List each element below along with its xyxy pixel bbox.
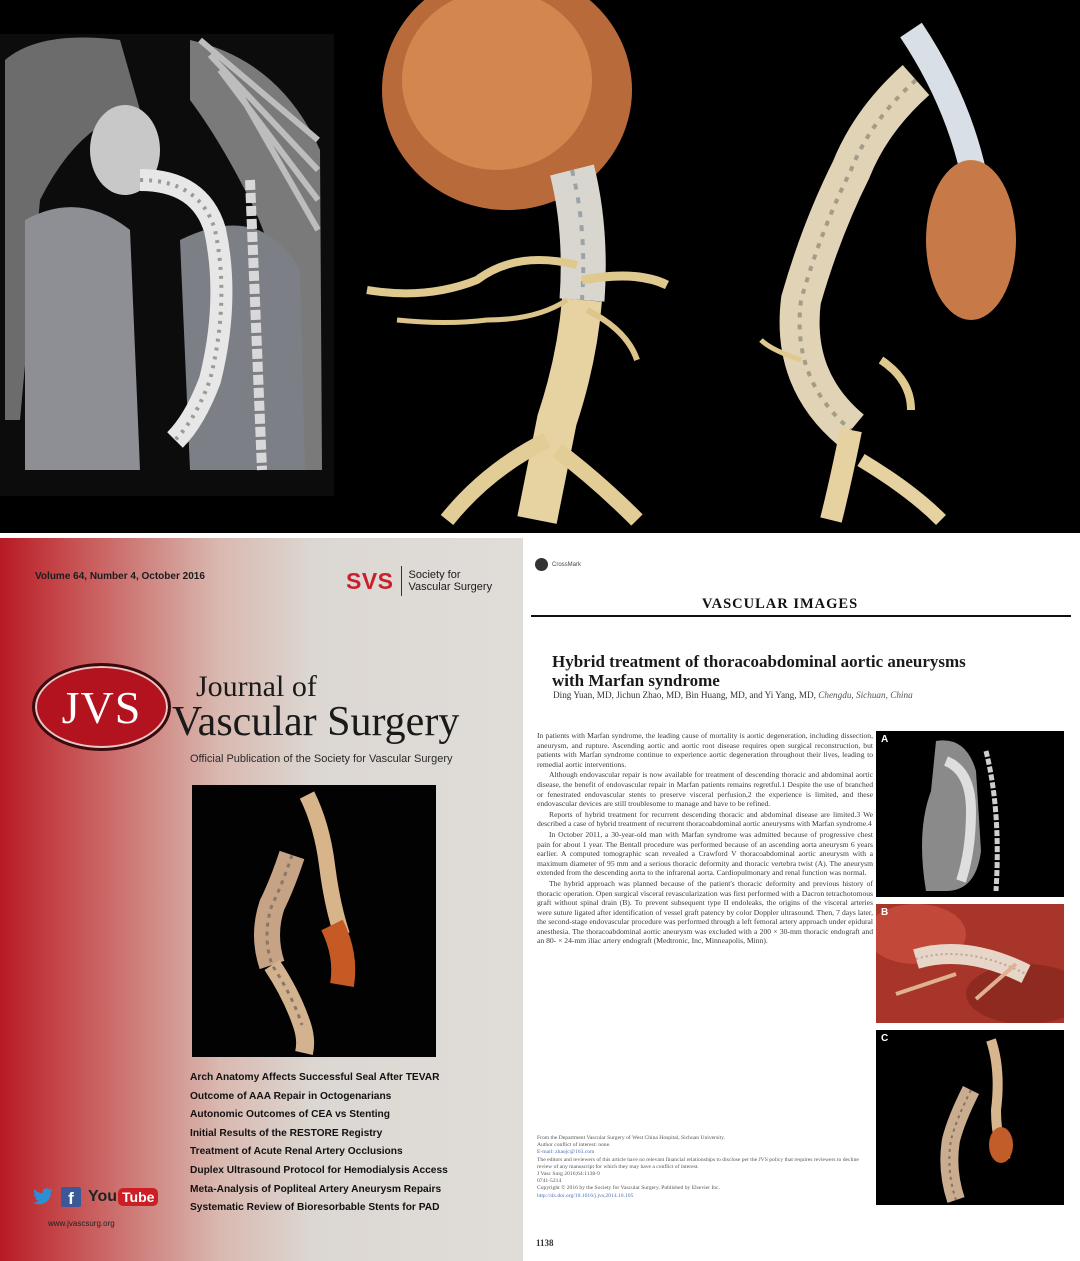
headline: Meta-Analysis of Popliteal Artery Aneurysm Repairs <box>190 1183 442 1195</box>
society-name-line1: Society for <box>408 569 461 581</box>
crossmark-badge <box>535 558 581 571</box>
figure-c-3d <box>876 1030 1064 1205</box>
footnote-email[interactable]: E-mail: zhaojc@163.com <box>537 1149 595 1156</box>
article-body <box>537 731 873 947</box>
youtube-you: You <box>88 1188 118 1205</box>
svs-logo <box>346 566 492 596</box>
youtube-icon <box>88 1188 158 1206</box>
social-icons <box>32 1187 158 1207</box>
footnote-doi-link[interactable]: http://dx.doi.org/10.1016/j.jvs.2014.10.105 <box>537 1192 634 1199</box>
society-name <box>409 569 493 593</box>
footnote: Author conflict of interest: none. <box>537 1142 611 1149</box>
facebook-icon: f <box>61 1187 81 1207</box>
cover-headlines <box>190 1072 448 1221</box>
footnote: J Vasc Surg 2016;64:1138-9 <box>537 1171 600 1178</box>
3d-reconstruction-image-front <box>337 0 681 533</box>
headline: Arch Anatomy Affects Successful Seal After TEVAR <box>190 1072 440 1083</box>
section-rule <box>531 615 1071 617</box>
headline: Initial Results of the RESTORE Registry <box>190 1127 383 1139</box>
twitter-icon <box>32 1188 54 1206</box>
3d-reconstruction-image-lateral <box>681 0 1080 533</box>
volume-issue: Volume 64, Number 4, October 2016 <box>35 571 205 582</box>
article-authors <box>553 690 913 700</box>
headline: Treatment of Acute Renal Artery Occlusions <box>190 1146 403 1158</box>
journal-title-line1: Journal of <box>196 670 317 703</box>
cover-image <box>192 785 436 1057</box>
page-number: 1138 <box>536 1238 554 1248</box>
body-paragraph: In patients with Marfan syndrome, the leading cause of mortality is aortic degeneration, including dissection, aneurysm, and rupture. Ascending aortic and aortic root disease requires open surgical reconstruction, but patients with Marfan syndrome continue to experience aortic degeneration throughout their lives, leading to remedial aortic interventions. <box>537 731 873 769</box>
figure-label: B <box>881 907 889 918</box>
body-paragraph: Reports of hybrid treatment for recurrent descending thoracic and abdominal disease are limited.3 We described a case of hybrid treatment of recurrent thoracoabdominal aortic aneurysms with Marfan syndrome.4 <box>537 809 873 829</box>
logo-divider <box>401 566 402 596</box>
youtube-tube: Tube <box>118 1188 158 1206</box>
body-paragraph: In October 2011, a 30-year-old man with Marfan syndrome was admitted because of progressive chest pain for about 1 year. The Bentall procedure was performed because of an ascending aorta aneurysm 6 years earlier. A computed tomographic scan revealed a Crawford V thoracoabdominal aortic aneurysm with a maximum diameter of 95 mm and a serious thoracic deformity and thoracic vertebra twist (A). The aneurysm extended from the descending aorta to the infrarenal aorta. Cardiopulmonary and renal function was normal. <box>537 829 873 878</box>
crossmark-label: CrossMark <box>552 561 582 568</box>
article-footnotes <box>537 1135 873 1200</box>
jvs-logo-text: JVS <box>61 681 142 733</box>
headline: Duplex Ultrasound Protocol for Hemodialysis Access <box>190 1164 448 1176</box>
jvs-logo <box>32 663 171 751</box>
headline: Outcome of AAA Repair in Octogenarians <box>190 1090 392 1102</box>
article-title <box>552 652 1072 690</box>
article-title-line2: with Marfan syndrome <box>552 671 720 690</box>
author-names: Ding Yuan, MD, Jichun Zhao, MD, Bin Huang, MD, and Yi Yang, MD, <box>553 690 816 700</box>
figure-label: C <box>881 1033 889 1044</box>
section-heading: VASCULAR IMAGES <box>702 596 859 612</box>
figure-a-ct <box>876 731 1064 897</box>
author-location: Chengdu, Sichuan, China <box>818 690 913 700</box>
journal-cover <box>0 538 523 1261</box>
footnote: The editors and reviewers of this article have no relevant financial relationships to disclose per the JVS policy that requires reviewers to decline review of any manuscript for which they may have a conflict of interest. <box>537 1156 859 1170</box>
ct-scan-image <box>0 0 337 533</box>
footnote: 0741-5214 <box>537 1178 562 1185</box>
footnote: From the Department Vascular Surgery of West China Hospital, Sichuan University. <box>537 1135 726 1141</box>
article-title-line1: Hybrid treatment of thoracoabdominal aortic aneurysms <box>552 652 966 671</box>
journal-url: www.jvascsurg.org <box>48 1219 115 1228</box>
society-name-line2: Vascular Surgery <box>408 581 493 593</box>
body-paragraph: Although endovascular repair is now available for treatment of descending thoracic and abdominal aortic disease, the benefit of endovascular repair in Marfan patients remains regretful.1 Despite the use of branched or fenestrated endovascular stents to preserve visceral perfusion,2 the experience is limited, and these endovascular devices are still troublesome to manage and have to be refined. <box>537 770 873 809</box>
figure-b-surgery <box>876 904 1064 1023</box>
headline: Systematic Review of Bioresorbable Stents for PAD <box>190 1202 440 1214</box>
article-page <box>523 538 1080 1261</box>
svs-abbreviation: SVS <box>346 567 394 594</box>
top-image-strip <box>0 0 1080 533</box>
crossmark-icon <box>535 558 548 571</box>
body-paragraph: The hybrid approach was planned because of the patient's thoracic deformity and previous history of thoracic operation. Open surgical visceral revascularization was first performed with a Dacron tetrachotomous graft without spinal drain (B). To prevent subsequent type II endoleaks, the origins of the visceral arteries were suture ligated after identification of vessel graft patency by color Doppler ultrasound. Then, 7 days later, the second-stage endovascular procedure was performed through a left femoral artery approach under epidural anesthesia. The thoracoabdominal aortic aneurysm was excluded with a 200 × 30-mm thoracic endograft and an 80- × 24-mm iliac artery endograft (Medtronic, Inc, Minneapolis, Minn). <box>537 878 873 946</box>
footnote: Copyright © 2016 by the Society for Vascular Surgery. Published by Elsevier Inc. <box>537 1185 720 1192</box>
figure-label: A <box>881 734 889 745</box>
journal-title-line2: Vascular Surgery <box>172 699 460 745</box>
journal-subtitle: Official Publication of the Society for Vascular Surgery <box>190 753 453 765</box>
headline: Autonomic Outcomes of CEA vs Stenting <box>190 1109 390 1121</box>
